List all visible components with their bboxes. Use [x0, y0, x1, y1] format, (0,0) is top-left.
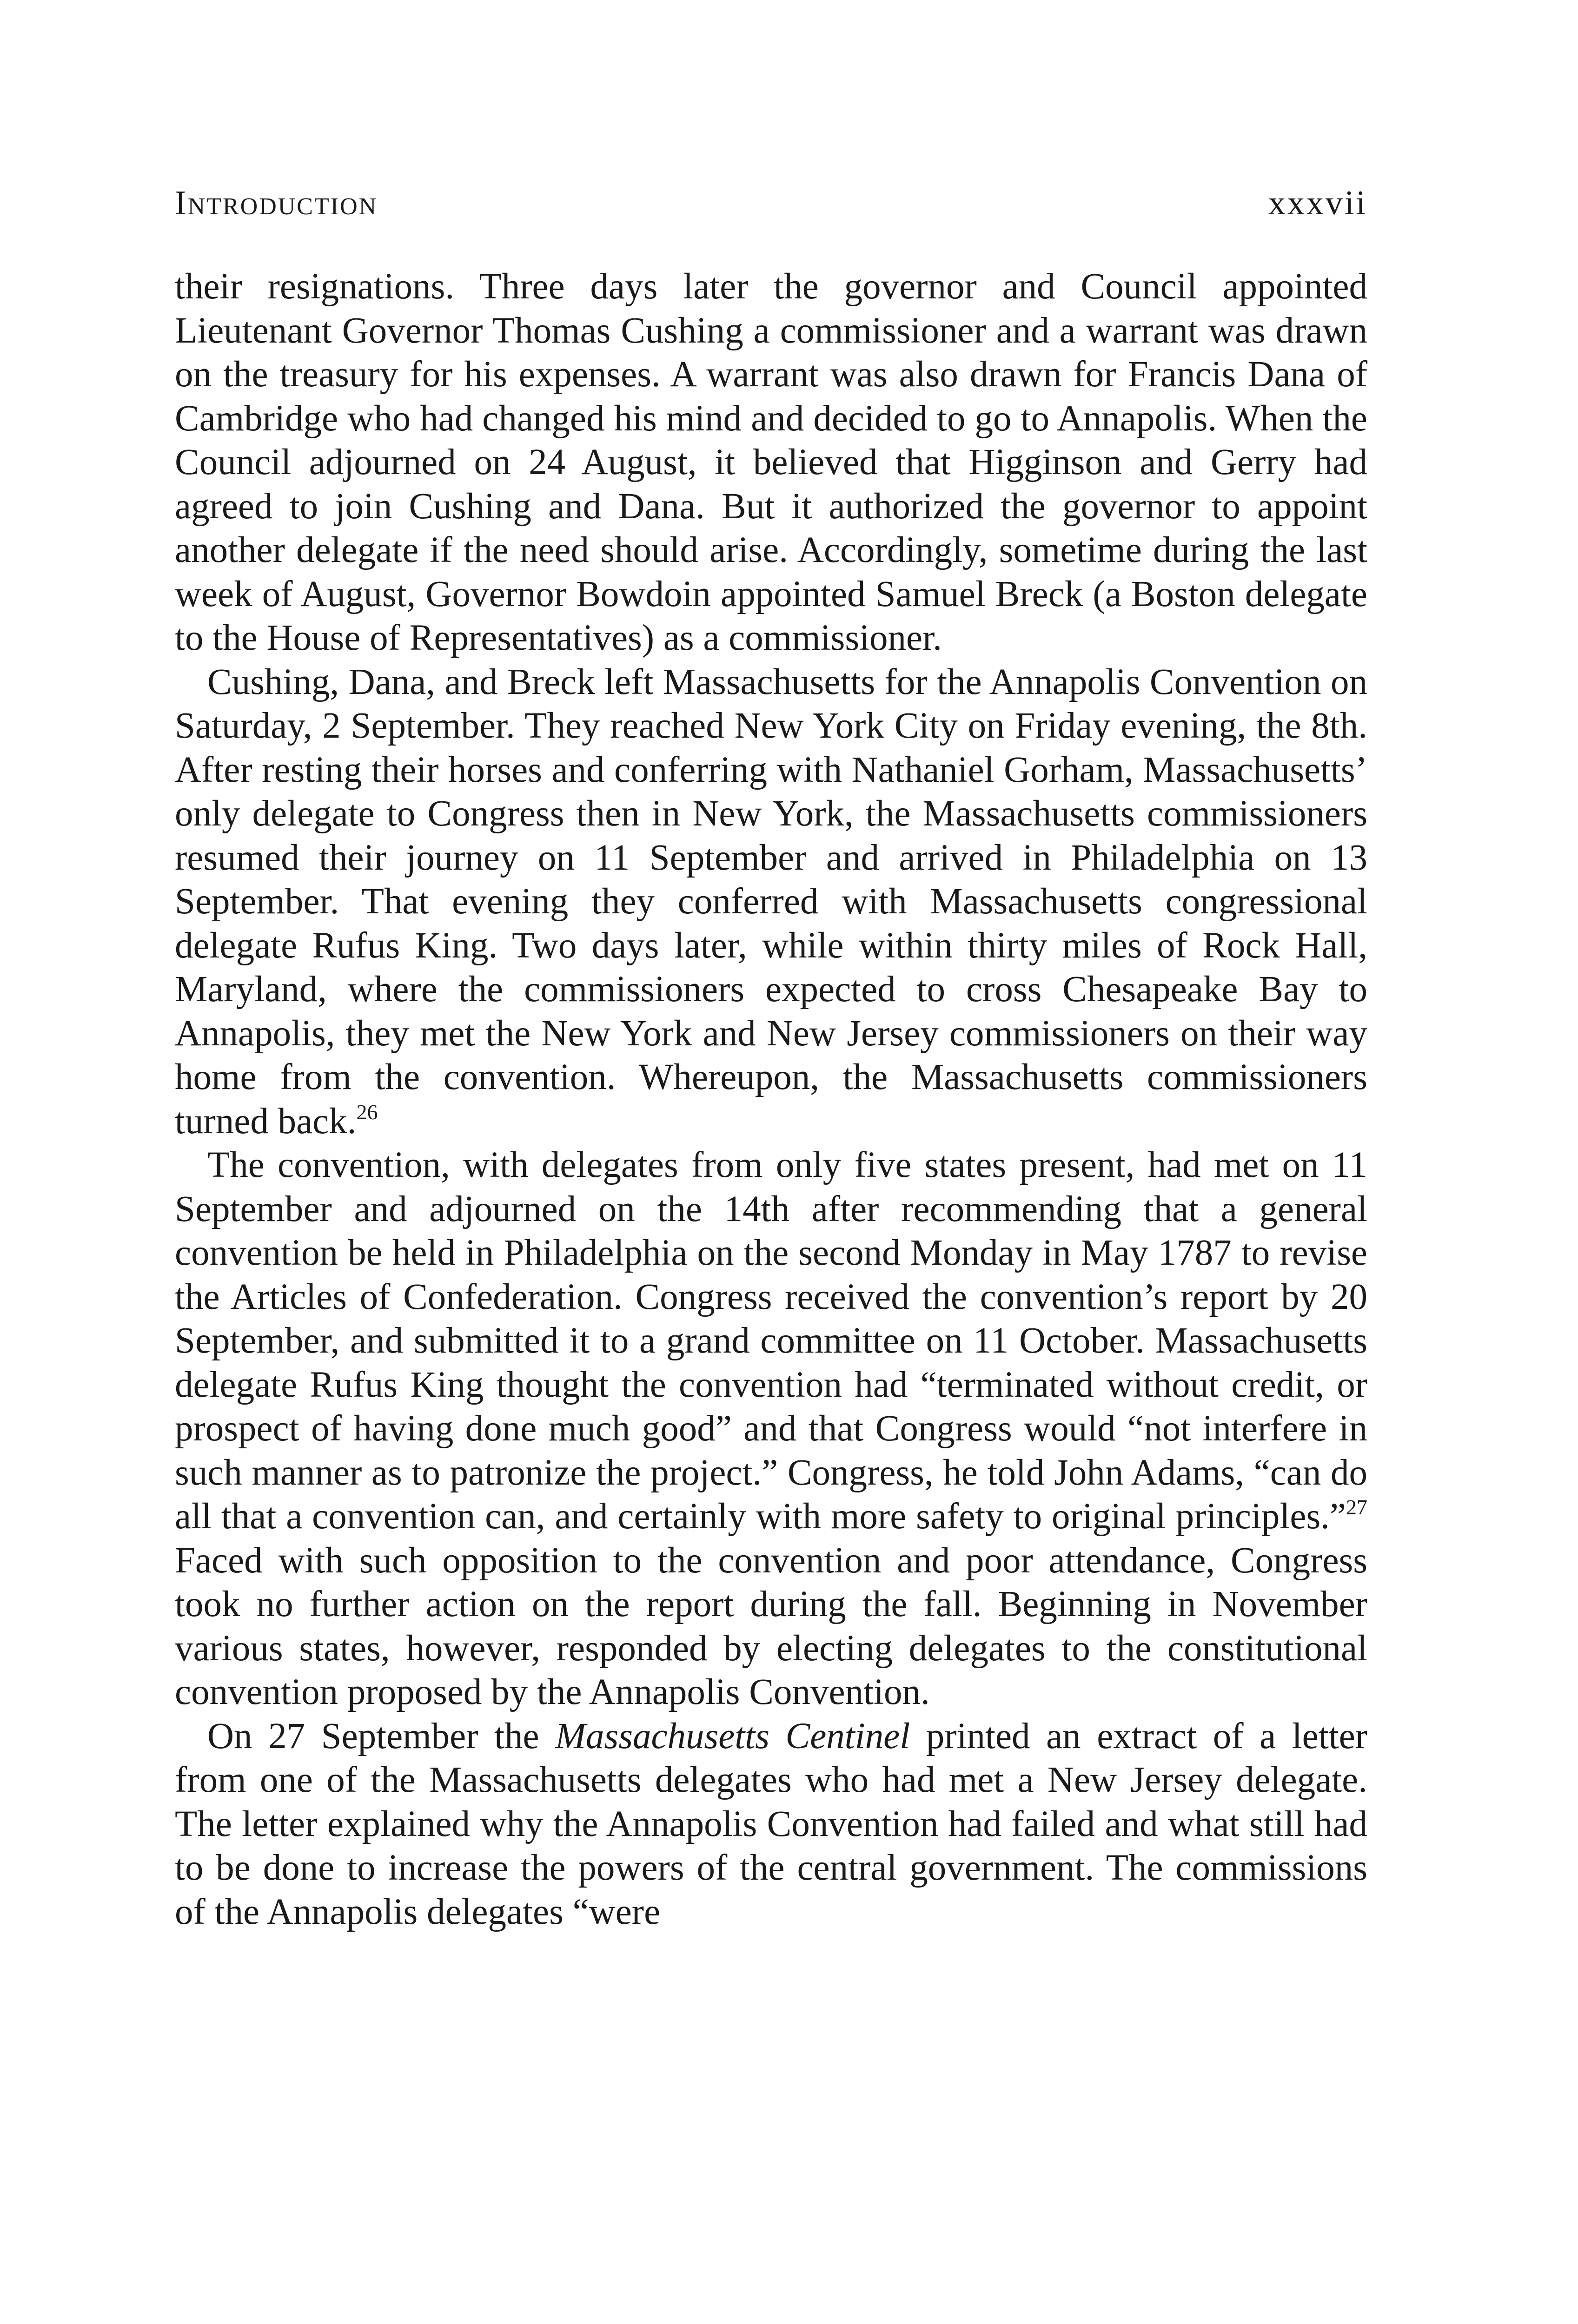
paragraph-4-text-b: printed an extract of a letter from one of the Massachusetts delegates who had met a New Jersey delegate. The letter explained why the Annapolis Convention had failed and what still had to be done to increase the powers of the central government. The commissions of the Annapolis delegates “were: [175, 1716, 1367, 1932]
newspaper-title: Massachusetts Centinel: [555, 1716, 910, 1756]
paragraph-3-text-a: The convention, with delegates from only five states present, had met on 11 September and adjourned on the 14th after recommending that a general convention be held in Philadelphia on the second Monday in May 1787 to revise the Articles of Confederation. Congress received the convention’s report by 20 September, and submitted it to a grand committee on 11 October. Massachusetts delegate Rufus King thought the convention had “terminated without credit, or prospect of having done much good” and that Congress would “not interfere in such manner as to patronize the project.” Congress, he told John Adams, “can do all that a convention can, and certainly with more safety to original principles.”: [175, 1145, 1367, 1537]
footnote-ref-27: 27: [1346, 1495, 1367, 1519]
paragraph-2-text: Cushing, Dana, and Breck left Massachusetts for the Annapolis Convention on Saturday, 2 September. They reached New York City on Friday evening, the 8th. After resting their horses and conferring with Nathaniel Gorham, Massachusetts’ only delegate to Congress then in New York, the Massachusetts commissioners resumed their journey on 11 September and arrived in Philadelphia on 13 September. That evening they conferred with Massachusetts congressional delegate Rufus King. Two days later, while within thirty miles of Rock Hall, Maryland, where the commissioners expected to cross Chesapeake Bay to Annapolis, they met the New York and New Jersey commissioners on their way home from the convention. Whereupon, the Massachusetts commissioners turned back.: [175, 661, 1367, 1142]
running-head: [175, 184, 1367, 235]
paragraph-4: [175, 1715, 1367, 1934]
page-number: xxxvii: [1268, 184, 1367, 222]
body-text: [175, 265, 1367, 1934]
paragraph-2: [175, 660, 1367, 1144]
paragraph-3-text-b: Faced with such opposition to the convention and poor attendance, Congress took no further action on the report during the fall. Beginning in November various states, however, responded by electing delegates to the constitutional convention proposed by the Annapolis Convention.: [175, 1540, 1367, 1712]
paragraph-3: [175, 1143, 1367, 1715]
paragraph-4-text-a: On 27 September the: [207, 1716, 556, 1756]
footnote-ref-26: 26: [356, 1100, 378, 1124]
paragraph-1: [175, 265, 1367, 660]
paragraph-1-text: their resignations. Three days later the governor and Council appointed Lieutenant Governor Thomas Cushing a commissioner and a warrant was drawn on the treasury for his expenses. A warrant was also drawn for Francis Dana of Cambridge who had changed his mind and decided to go to Annapolis. When the Council adjourned on 24 August, it believed that Higginson and Gerry had agreed to join Cushing and Dana. But it authorized the governor to appoint another delegate if the need should arise. Accordingly, sometime during the last week of August, Governor Bowdoin appointed Samuel Breck (a Boston delegate to the House of Representatives) as a commissioner.: [175, 266, 1367, 658]
chapter-title: Introduction: [175, 184, 378, 222]
